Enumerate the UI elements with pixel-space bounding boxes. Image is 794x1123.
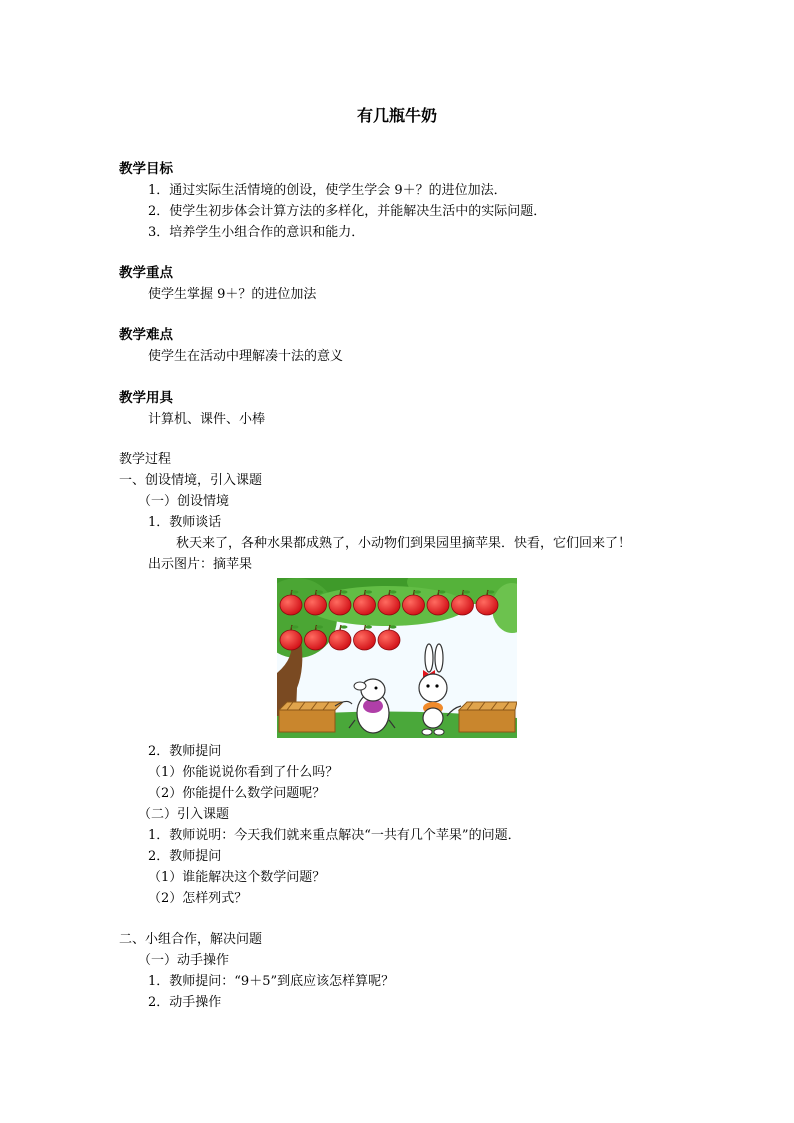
- part1-sub2: （二）引入课题: [138, 807, 230, 822]
- basket-right: [459, 702, 517, 732]
- sub2-question-1: （1）谁能解决这个数学问题？: [148, 870, 326, 885]
- key-text: 使学生掌握 9＋？的进位加法: [148, 287, 317, 302]
- part1-sub1: （一）创设情境: [138, 494, 230, 509]
- goal-item: 2．使学生初步体会计算方法的多样化，并能解决生活中的实际问题．: [148, 204, 547, 219]
- key-heading: 教学重点: [119, 265, 173, 281]
- goal-item: 1．通过实际生活情境的创设，使学生学会 9＋？的进位加法．: [148, 183, 507, 198]
- part1-step2: 2．教师提问: [148, 744, 222, 759]
- difficulty-text: 使学生在活动中理解凑十法的意义: [148, 349, 344, 364]
- goals-heading: 教学目标: [119, 161, 173, 177]
- part1-step1: 1．教师谈话: [148, 515, 222, 530]
- show-picture-label: 出示图片：摘苹果: [148, 557, 253, 572]
- sub2-question-2: （2）怎样列式？: [148, 891, 248, 906]
- part2-sub1: （一）动手操作: [138, 953, 230, 968]
- process-heading: 教学过程: [119, 452, 172, 467]
- part2-title: 二、小组合作，解决问题: [119, 932, 263, 947]
- question-1: （1）你能说说你看到了什么吗？: [148, 765, 339, 780]
- part1-title: 一、创设情境，引入课题: [119, 473, 263, 488]
- page-title: 有几瓶牛奶: [356, 106, 437, 125]
- part2-step2: 2．动手操作: [148, 995, 222, 1010]
- apple-picking-illustration: [277, 578, 517, 738]
- part1-sub2-step2: 2．教师提问: [148, 849, 222, 864]
- tools-text: 计算机、课件、小棒: [148, 412, 266, 427]
- part1-sub2-step1: 1．教师说明：今天我们就来重点解决“一共有几个苹果”的问题．: [148, 828, 521, 843]
- goal-item: 3．培养学生小组合作的意识和能力．: [148, 225, 365, 240]
- question-2: （2）你能提什么数学问题呢？: [148, 786, 326, 801]
- teacher-talk: 秋天来了，各种水果都成熟了，小动物们到果园里摘苹果．快看，它们回来了！: [176, 536, 632, 551]
- part2-step1: 1．教师提问：“9＋5”到底应该怎样算呢？: [148, 974, 395, 989]
- basket-left: [279, 702, 343, 732]
- difficulty-heading: 教学难点: [119, 327, 173, 343]
- tools-heading: 教学用具: [119, 390, 173, 406]
